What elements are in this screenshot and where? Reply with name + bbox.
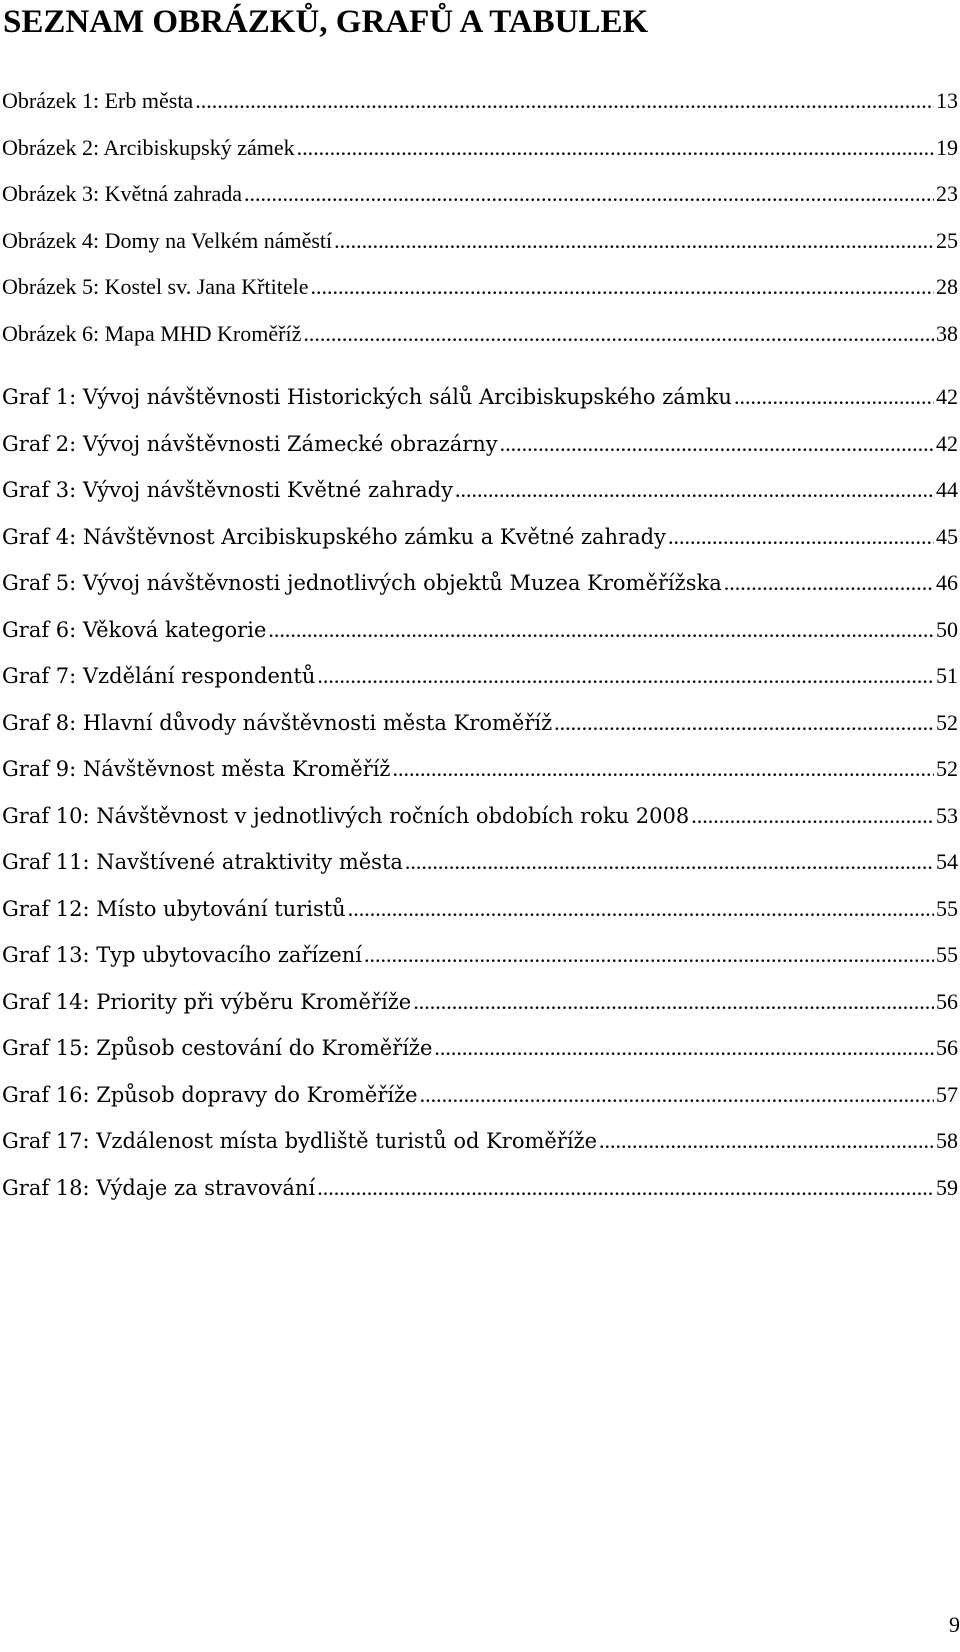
- dot-leader: [317, 1175, 934, 1201]
- toc-entry-title: Obrázek 5: Kostel sv. Jana Křtitele: [2, 274, 309, 299]
- toc-entry-title: Graf 5: Vývoj návštěvnosti jednotlivých objektů Muzea Kroměřížska: [2, 571, 722, 595]
- dot-leader: [268, 617, 934, 643]
- toc-entry[interactable]: [2, 524, 958, 571]
- toc-entry-page: 25: [936, 227, 958, 253]
- toc-entry-title: Graf 12: Místo ubytování turistů: [2, 896, 346, 921]
- toc-entry-page: 42: [936, 430, 958, 456]
- dot-leader: [297, 135, 934, 161]
- dot-leader: [724, 570, 934, 596]
- toc-entry-title: Graf 6: Věková kategorie: [2, 617, 267, 642]
- dot-leader: [303, 321, 934, 347]
- toc-entry[interactable]: [2, 181, 958, 228]
- toc-entry-page: 38: [936, 320, 958, 346]
- toc-entry-title: Graf 10: Návštěvnost v jednotlivých ročních obdobích roku 2008: [2, 803, 690, 828]
- dot-leader: [434, 1035, 934, 1061]
- toc-entry-title: Graf 7: Vzdělání respondentů: [2, 664, 316, 688]
- dot-leader: [244, 181, 934, 207]
- toc-entry-title: Graf 1: Vývoj návštěvnosti Historických sálů Arcibiskupského zámku: [2, 385, 732, 409]
- toc-entry-title: Graf 9: Návštěvnost města Kroměříž: [2, 757, 391, 781]
- toc-entry-page: 54: [936, 849, 958, 874]
- toc-entry-page: 42: [936, 384, 958, 409]
- toc-entry-title: Obrázek 6: Mapa MHD Kroměříž: [2, 320, 302, 346]
- toc-entry-page: 56: [936, 1035, 958, 1060]
- toc-entry[interactable]: [2, 274, 958, 321]
- dot-leader: [413, 989, 934, 1015]
- dot-leader: [599, 1128, 934, 1154]
- toc-entry[interactable]: [2, 803, 958, 850]
- figures-list: [2, 88, 958, 367]
- toc-entry[interactable]: [2, 477, 958, 524]
- toc-entry-page: 19: [936, 134, 958, 160]
- toc-entry-title: Graf 16: Způsob dopravy do Kroměříže: [2, 1082, 418, 1107]
- toc-entry[interactable]: [2, 321, 958, 368]
- toc-entry-title: Obrázek 2: Arcibiskupský zámek: [2, 134, 295, 160]
- toc-entry[interactable]: [2, 384, 958, 431]
- dot-leader: [420, 1082, 934, 1108]
- page-title: SEZNAM OBRÁZKŮ, GRAFŮ A TABULEK: [3, 4, 649, 40]
- dot-leader: [734, 384, 934, 410]
- dot-leader: [195, 88, 934, 114]
- toc-entry-page: 50: [936, 616, 958, 642]
- toc-entry[interactable]: [2, 663, 958, 710]
- toc-entry-title: Obrázek 1: Erb města: [2, 88, 194, 113]
- toc-entry-page: 13: [936, 88, 958, 113]
- toc-entry[interactable]: [2, 1082, 958, 1129]
- toc-entry[interactable]: [2, 228, 958, 275]
- toc-entry-page: 56: [936, 988, 958, 1014]
- toc-entry-page: 46: [936, 570, 958, 595]
- toc-entry-title: Graf 13: Typ ubytovacího zařízení: [2, 943, 362, 967]
- toc-entry-page: 52: [936, 709, 958, 735]
- toc-entry[interactable]: [2, 756, 958, 803]
- toc-entry-title: Graf 11: Navštívené atraktivity města: [2, 850, 403, 874]
- toc-entry[interactable]: [2, 88, 958, 135]
- dot-leader: [691, 803, 934, 829]
- toc-entry-page: 45: [936, 523, 958, 549]
- graphs-list: [2, 384, 958, 1221]
- toc-entry[interactable]: [2, 1175, 958, 1222]
- dot-leader: [500, 431, 934, 457]
- toc-entry-title: Graf 17: Vzdálenost místa bydliště turistů od Kroměříže: [2, 1129, 598, 1153]
- toc-entry[interactable]: [2, 1035, 958, 1082]
- toc-entry-title: Graf 3: Vývoj návštěvnosti Květné zahrady: [2, 478, 453, 502]
- toc-entry-page: 58: [936, 1128, 958, 1153]
- toc-entry-page: 51: [936, 663, 958, 688]
- toc-entry-title: Graf 18: Výdaje za stravování: [2, 1175, 316, 1200]
- toc-entry[interactable]: [2, 849, 958, 896]
- toc-entry-page: 53: [936, 802, 958, 828]
- dot-leader: [348, 896, 934, 922]
- toc-entry-title: Graf 4: Návštěvnost Arcibiskupského zámku a Květné zahrady: [2, 524, 666, 549]
- toc-entry[interactable]: [2, 570, 958, 617]
- toc-entry[interactable]: [2, 1128, 958, 1175]
- toc-entry[interactable]: [2, 989, 958, 1036]
- dot-leader: [668, 524, 934, 550]
- dot-leader: [554, 710, 934, 736]
- toc-entry-page: 57: [936, 1081, 958, 1107]
- toc-entry[interactable]: [2, 896, 958, 943]
- toc-entry-title: Graf 2: Vývoj návštěvnosti Zámecké obrazárny: [2, 431, 498, 456]
- toc-entry-page: 55: [936, 942, 958, 967]
- toc-entry[interactable]: [2, 431, 958, 478]
- dot-leader: [405, 849, 934, 875]
- dot-leader: [310, 274, 934, 300]
- toc-entry-title: Graf 8: Hlavní důvody návštěvnosti města Kroměříž: [2, 710, 553, 735]
- toc-entry-page: 28: [936, 274, 958, 299]
- dot-leader: [334, 228, 934, 254]
- toc-entry-page: 59: [936, 1174, 958, 1200]
- toc-entry[interactable]: [2, 942, 958, 989]
- toc-entry-title: Graf 15: Způsob cestování do Kroměříže: [2, 1036, 433, 1060]
- toc-entry[interactable]: [2, 135, 958, 182]
- toc-entry-title: Graf 14: Priority při výběru Kroměříže: [2, 989, 412, 1014]
- dot-leader: [317, 663, 934, 689]
- toc-entry[interactable]: [2, 710, 958, 757]
- page-number: 9: [949, 1612, 960, 1637]
- toc-entry-page: 44: [936, 477, 958, 502]
- dot-leader: [393, 756, 935, 782]
- toc-entry-page: 55: [936, 895, 958, 921]
- dot-leader: [364, 942, 934, 968]
- toc-entry-title: Obrázek 4: Domy na Velkém náměstí: [2, 227, 333, 253]
- toc-entry-page: 52: [936, 756, 958, 781]
- toc-entry[interactable]: [2, 617, 958, 664]
- dot-leader: [455, 477, 934, 503]
- toc-entry-title: Obrázek 3: Květná zahrada: [2, 181, 243, 206]
- toc-entry-page: 23: [936, 181, 958, 206]
